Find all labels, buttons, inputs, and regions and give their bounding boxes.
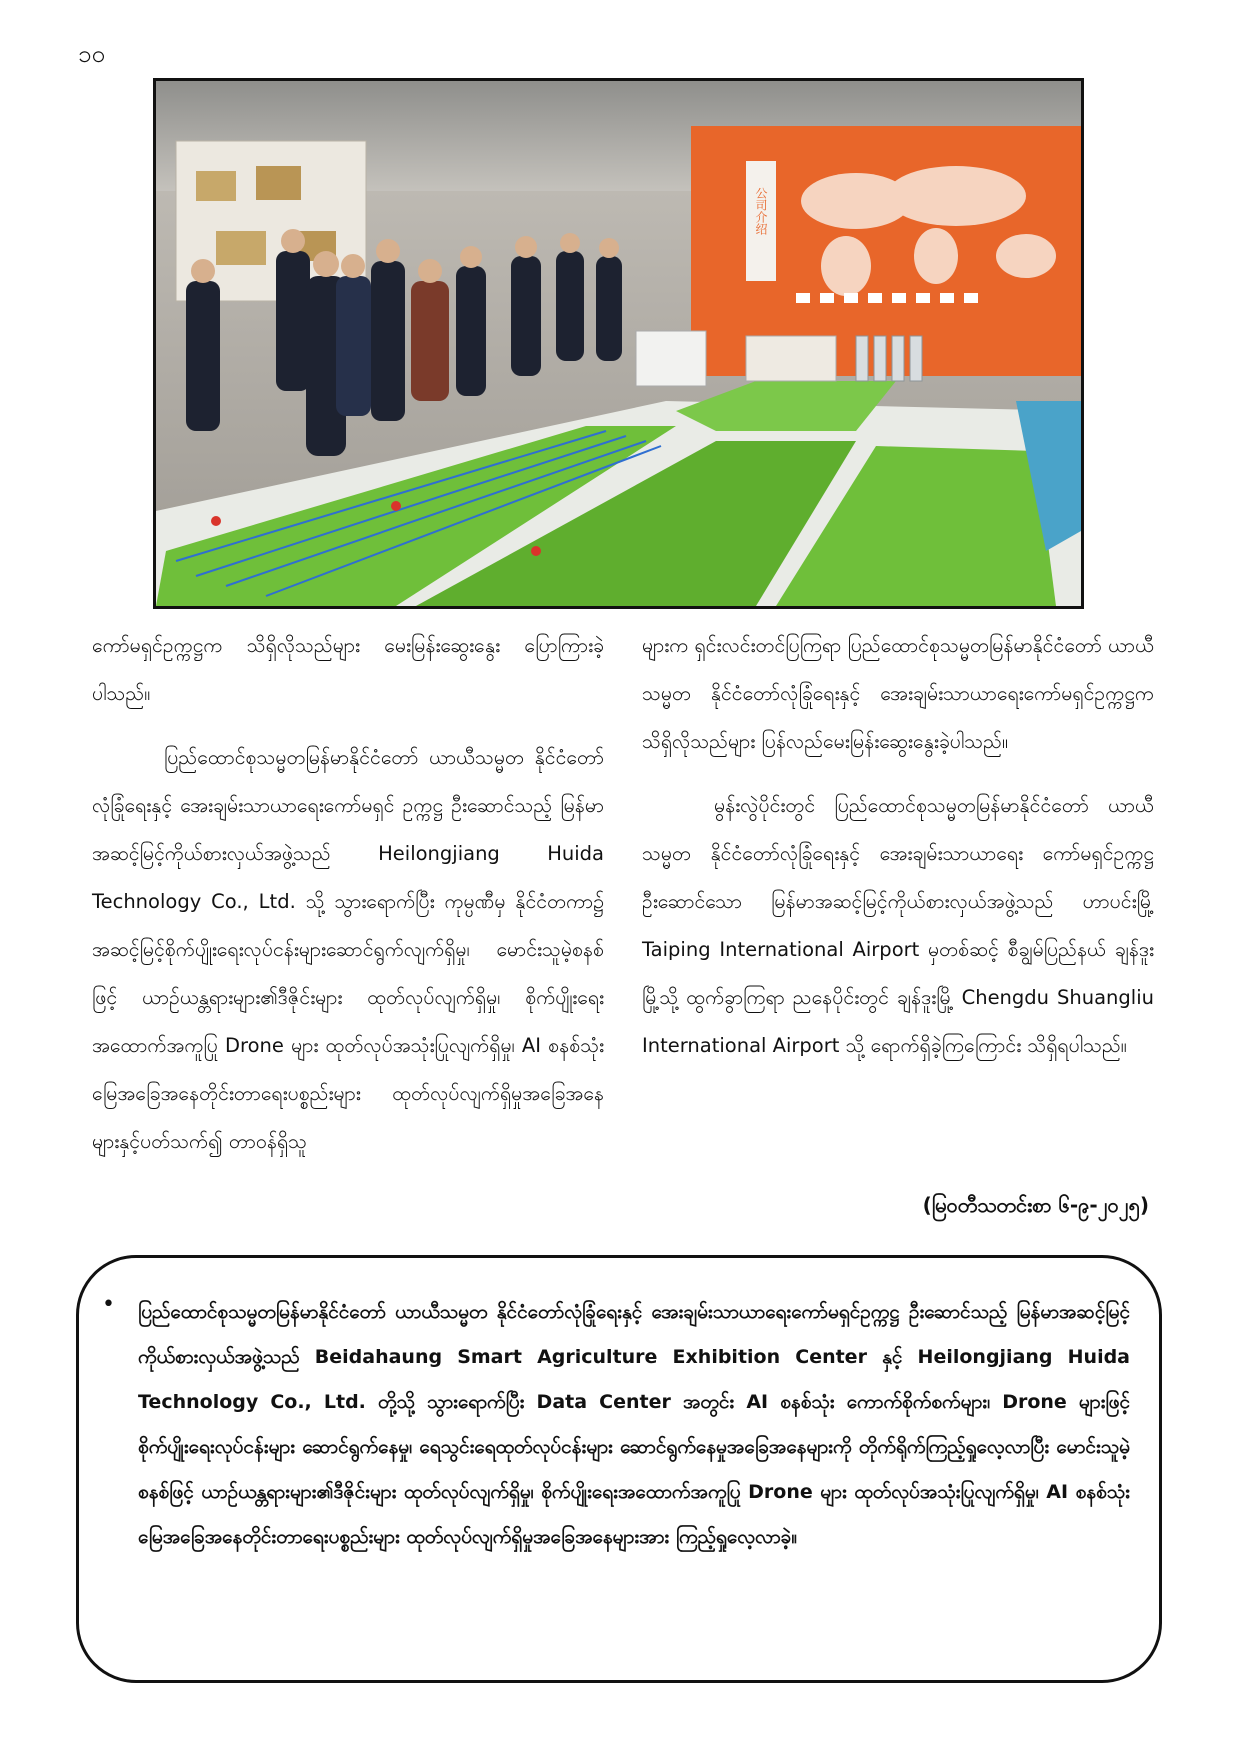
article-left-column <box>92 622 604 1166</box>
wall-sign: 公司介绍 <box>754 187 768 235</box>
page-number: ၁၀ <box>78 40 105 68</box>
article-right-column <box>642 622 1154 1070</box>
article-paragraph: ပြည်ထောင်စုသမ္မတမြန်မာနိုင်ငံတော် ယာယီသမ္မတ နိုင်ငံတော်လုံခြုံရေးနှင့် အေးချမ်းသာယာရေးကော်မရှင် ဥက္ကဋ္ဌ ဦးဆောင်သည့် မြန်မာအဆင့်မြင့်ကိုယ်စားလှယ်အဖွဲ့သည် Heilongjiang Huida Technology Co., Ltd. သို့ သွားရောက်ပြီး ကုမ္ပဏီမှ နိုင်ငံတကာ၌ အဆင့်မြင့်စိုက်ပျိုးရေးလုပ်ငန်းများဆောင်ရွက်လျက်ရှိမှု၊ မောင်းသူမဲ့စနစ်ဖြင့် ယာဉ်ယန္တရားများ၏ဒီဇိုင်းများ ထုတ်လုပ်လျက်ရှိမှု၊ စိုက်ပျိုးရေးအထောက်အကူပြု Drone များ ထုတ်လုပ်အသုံးပြုလျက်ရှိမှု၊ AI စနစ်သုံး မြေအခြေအနေတိုင်းတာရေးပစ္စည်းများ ထုတ်လုပ်လျက်ရှိမှုအခြေအနေများနှင့်ပတ်သက်၍ တာဝန်ရှိသူ <box>92 746 604 1153</box>
summary-text: ပြည်ထောင်စုသမ္မတမြန်မာနိုင်ငံတော် ယာယီသမ္မတ နိုင်ငံတော်လုံခြုံရေးနှင့် အေးချမ်းသာယာရေးကော်မရှင်ဥက္ကဋ္ဌ ဦးဆောင်သည့် မြန်မာအဆင့်မြင့်ကိုယ်စားလှယ်အဖွဲ့သည် Beidahaung Smart Agriculture Exhibition Center နှင့် Heilongjiang Huida Technology Co., Ltd. တို့သို့ သွားရောက်ပြီး Data Center အတွင်း AI စနစ်သုံး ကောက်စိုက်စက်များ၊ Drone များဖြင့် စိုက်ပျိုးရေးလုပ်ငန်းများ ဆောင်ရွက်နေမှု၊ ရေသွင်းရေထုတ်လုပ်ငန်းများ ဆောင်ရွက်နေမှုအခြေအနေများကို တိုက်ရိုက်ကြည့်ရှုလေ့လာပြီး မောင်းသူမဲ့စနစ်ဖြင့် ယာဉ်ယန္တရားများ၏ဒီဇိုင်းများ ထုတ်လုပ်လျက်ရှိမှု၊ စိုက်ပျိုးရေးအထောက်အကူပြု Drone များ ထုတ်လုပ်အသုံးပြုလျက်ရှိမှု၊ AI စနစ်သုံး မြေအခြေအနေတိုင်းတာရေးပစ္စည်းများ ထုတ်လုပ်လျက်ရှိမှုအခြေအနေများအား ကြည့်ရှုလေ့လာခဲ့။ <box>138 1301 1130 1548</box>
exhibition-photo <box>153 78 1084 609</box>
bullet-icon: • <box>102 1292 115 1317</box>
article-paragraph: ကော်မရှင်ဥက္ကဋ္ဌက သိရှိလိုသည်များ မေးမြန်းဆွေးနွေး ပြောကြားခဲ့ပါသည်။ <box>92 634 604 705</box>
exhibition-photo-illustration <box>156 81 1081 606</box>
article-paragraph: မွန်းလွဲပိုင်းတွင် ပြည်ထောင်စုသမ္မတမြန်မာနိုင်ငံတော် ယာယီသမ္မတ နိုင်ငံတော်လုံခြုံရေးနှင့် အေးချမ်းသာယာရေး ကော်မရှင်ဥက္ကဋ္ဌဦးဆောင်သော မြန်မာအဆင့်မြင့်ကိုယ်စားလှယ်အဖွဲ့သည် ဟာပင်းမြို့ Taiping International Airport မှတစ်ဆင့် စီချွမ်ပြည်နယ် ချန်ဒူးမြို့သို့ ထွက်ခွာကြရာ ညနေပိုင်းတွင် ချန်ဒူးမြို့ Chengdu Shuangliu International Airport သို့ ရောက်ရှိခဲ့ကြကြောင်း သိရှိရပါသည်။ <box>642 794 1154 1057</box>
article-paragraph: များက ရှင်းလင်းတင်ပြကြရာ ပြည်ထောင်စုသမ္မတမြန်မာနိုင်ငံတော် ယာယီသမ္မတ နိုင်ငံတော်လုံခြုံရေးနှင့် အေးချမ်းသာယာရေးကော်မရှင်ဥက္ကဋ္ဌက သိရှိလိုသည်များ ပြန်လည်မေးမြန်းဆွေးနွေးခဲ့ပါသည်။ <box>642 634 1154 753</box>
news-source: (မြဝတီသတင်းစာ ၆-၉-၂၀၂၅) <box>922 1193 1149 1217</box>
